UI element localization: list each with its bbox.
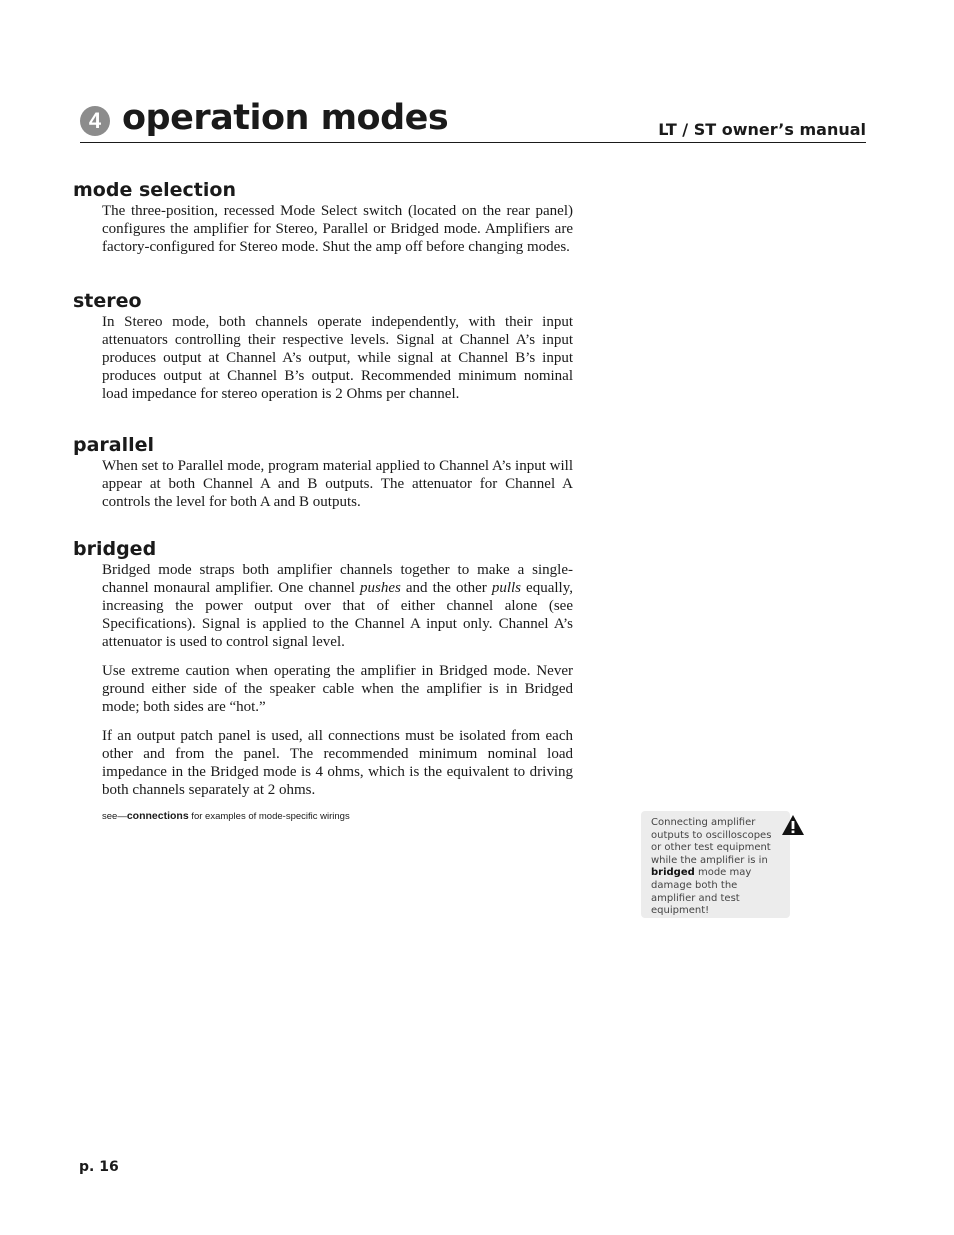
section-heading: bridged [73, 538, 157, 560]
section-heading: mode selection [73, 179, 236, 201]
see-suffix: for examples of mode-specific wirings [188, 811, 350, 822]
text-run: Bridged mode straps both amplifier channels together to make a single-channel monaural amplifier. One channel [102, 562, 573, 596]
section-paragraph: Use extreme caution when operating the amplifier in Bridged mode. Never ground either side of the speaker cable when the amplifier is in Bridged mode; both sides are “hot.” [102, 663, 573, 715]
section-paragraph: When set to Parallel mode, program material applied to Channel A’s input will appear at both Channel A and B outputs. The attenuator for Channel A controls the level for both A and B outputs. [102, 458, 573, 510]
chapter-number-badge: 4 [80, 106, 110, 136]
section-stereo [73, 289, 573, 403]
text-run: mode may damage both the amplifier and test equipment! [651, 867, 752, 917]
emphasis-pulls: pulls [491, 580, 522, 596]
section-paragraph: In Stereo mode, both channels operate independently, with their input attenuators controlling their respective levels. Signal at Channel A’s input produces output at Channel A’s output, while signal at Channel B’s input produces output at Channel B’s output. Recommended minimum nominal load impedance for stereo operation is 2 Ohms per channel. [102, 314, 573, 402]
connections-link[interactable]: connections [126, 810, 189, 822]
main-content [73, 178, 573, 852]
text-run: Connecting amplifier outputs to oscilloscopes or other test equipment while the amplifier is in [651, 817, 772, 866]
section-paragraph: If an output patch panel is used, all connections must be isolated from each other and from the panel. The recommended minimum nominal load impedance in the Bridged mode is 4 ohms, which is the equivalent to driving both channels separately at 2 ohms. [102, 728, 573, 798]
page-header [80, 98, 866, 143]
cross-reference [102, 810, 573, 822]
section-mode-selection [73, 178, 573, 256]
section-heading: stereo [73, 290, 142, 312]
text-run: equally, increasing the power output over that of either channel alone (see Specifications). Signal is applied to the Channel A input only. Channel A’s attenuator is used to control signal level. [102, 580, 573, 650]
text-run: and the other [400, 580, 492, 596]
manual-title: LT / ST owner’s manual [658, 120, 866, 139]
see-prefix: see— [102, 811, 127, 822]
section-heading: parallel [73, 434, 155, 456]
page-title: operation modes [122, 98, 449, 138]
warning-note-text [651, 817, 783, 918]
section-paragraph: The three-position, recessed Mode Select switch (located on the rear panel) configures the amplifier for Stereo, Parallel or Bridged mode. Amplifiers are factory-configured for Stereo mode. Shut the amp off before changing modes. [102, 203, 573, 255]
warning-note [641, 811, 790, 918]
page-number: p. 16 [79, 1159, 119, 1175]
emphasis-pushes: pushes [360, 580, 401, 596]
section-paragraph [102, 561, 573, 651]
warning-icon [781, 814, 805, 836]
section-bridged [73, 537, 573, 822]
bold-bridged: bridged [651, 867, 695, 879]
section-parallel [73, 433, 573, 511]
